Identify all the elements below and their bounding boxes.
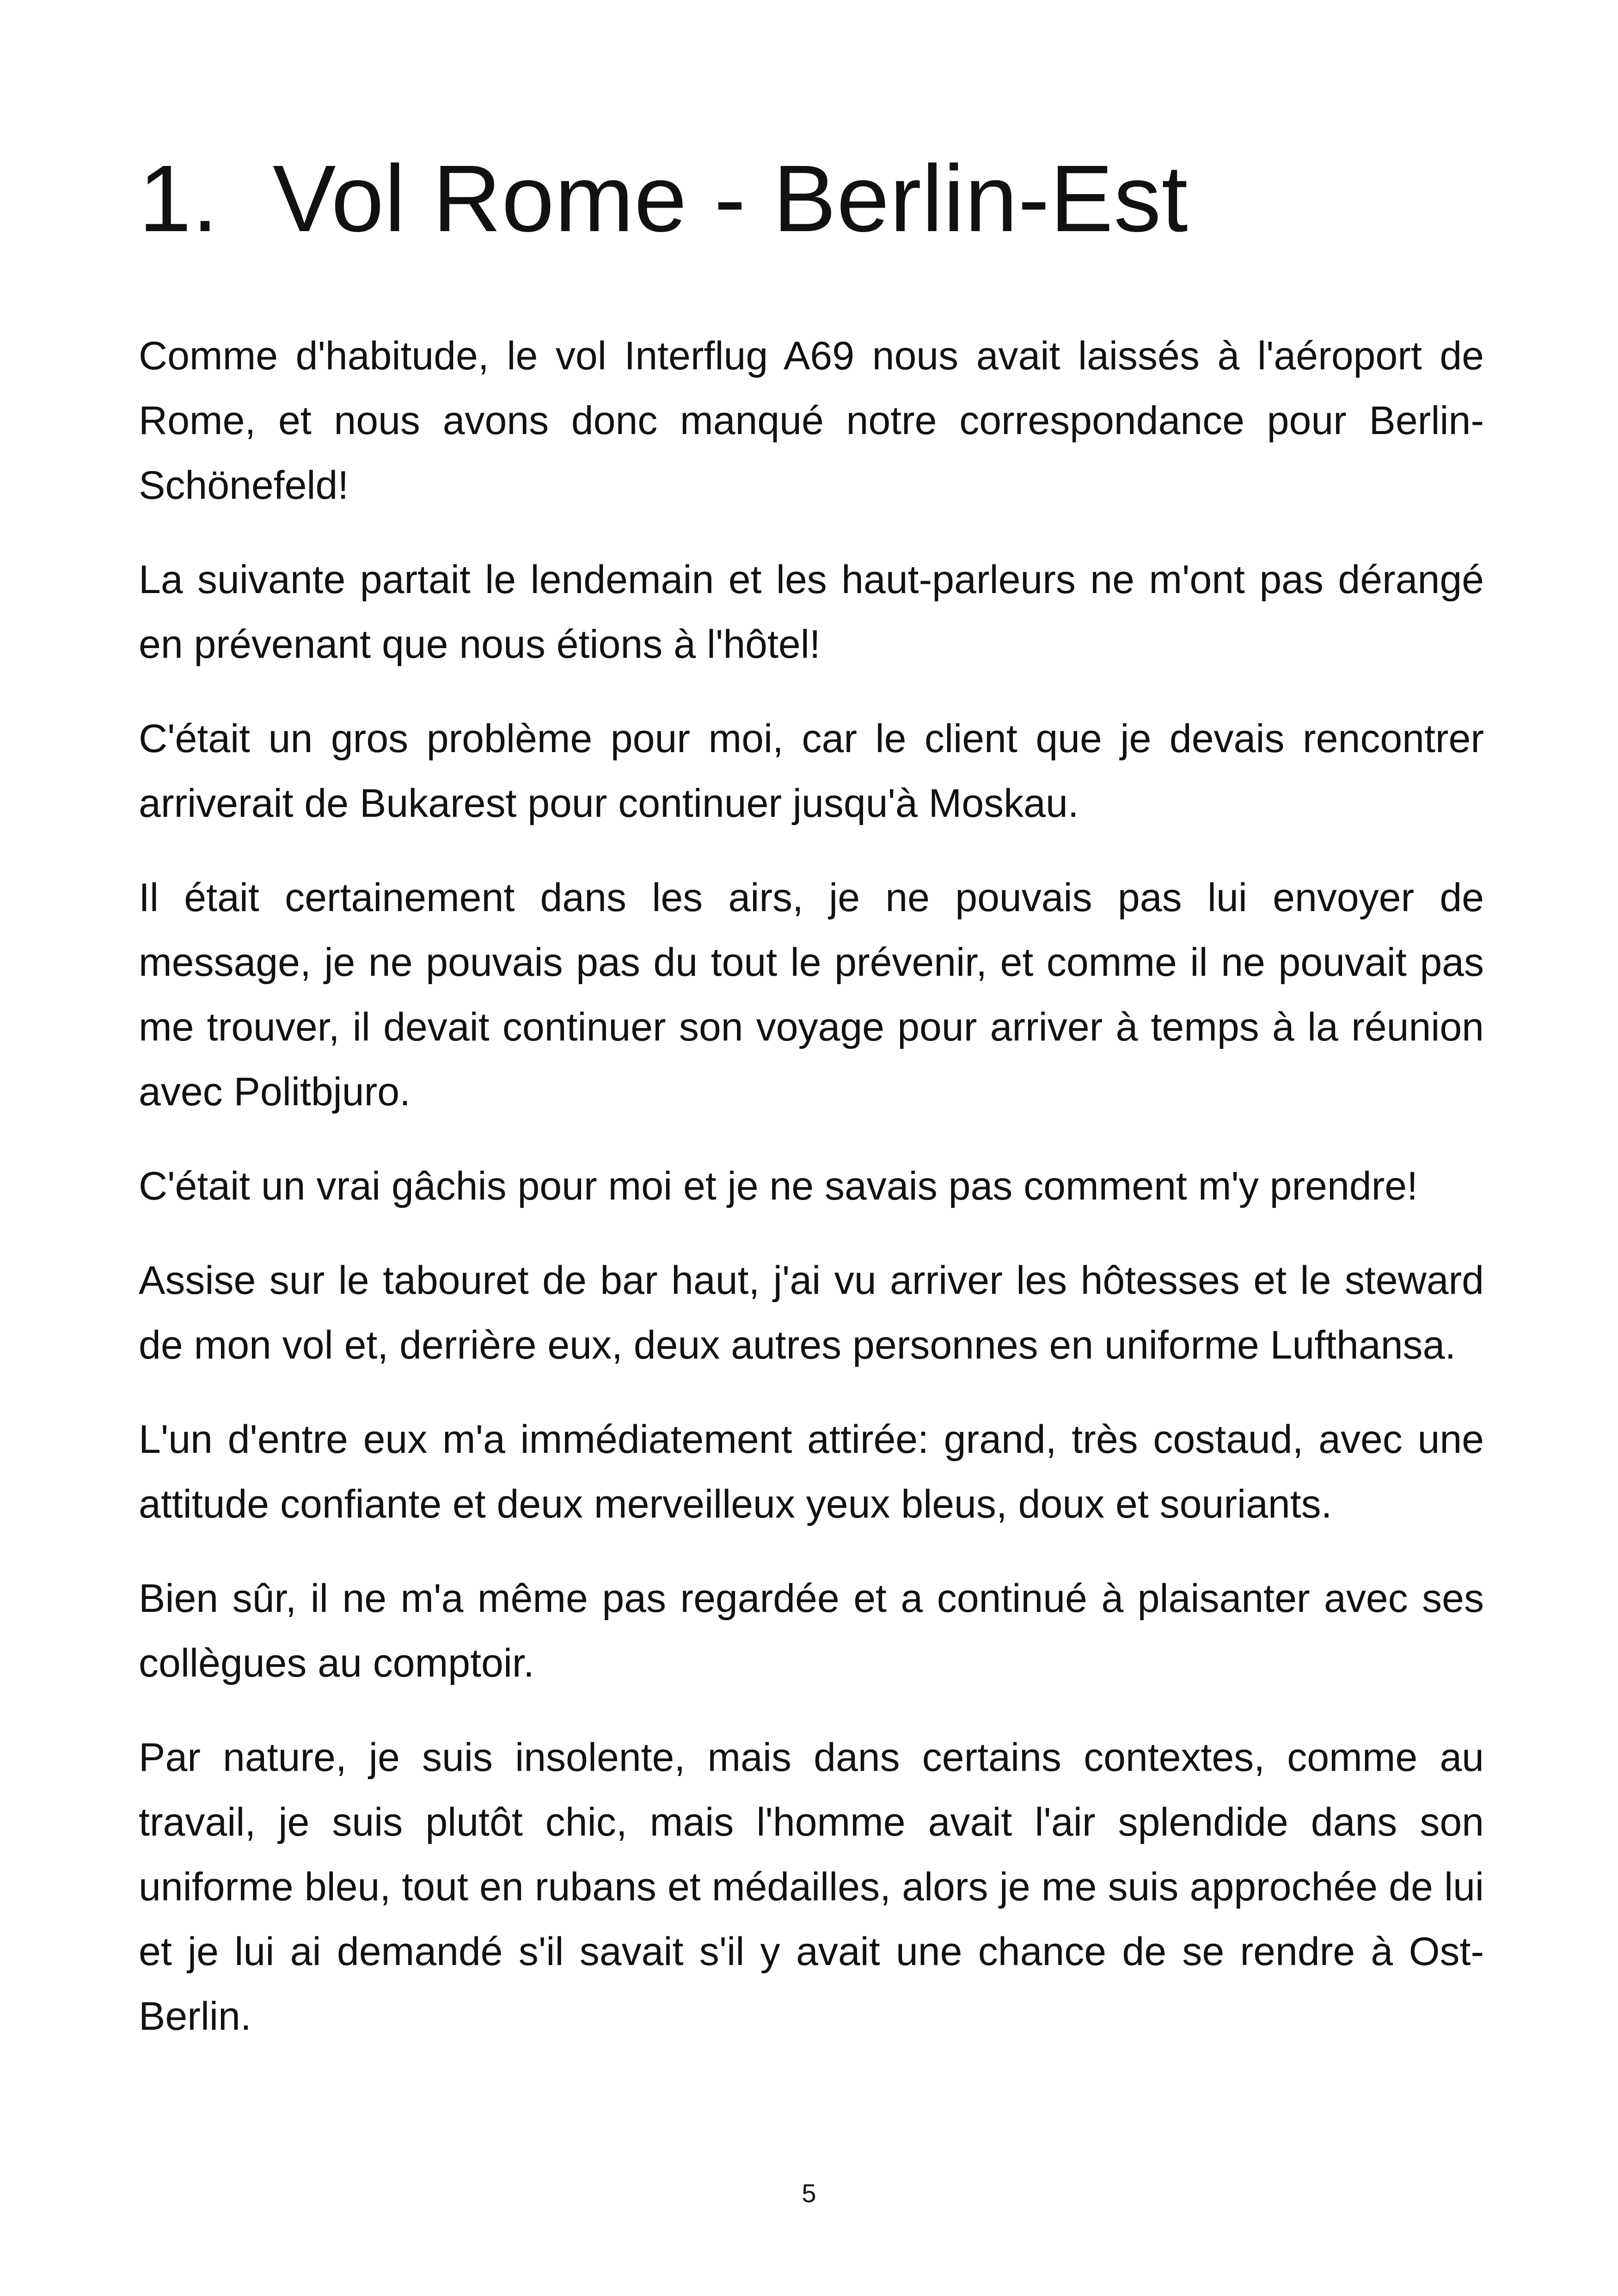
paragraph-9: Par nature, je suis insolente, mais dans certains contextes, comme au travail, je suis plutôt chic, mais l'homme avait l'air splendide dans son uniforme bleu, tout en rubans et médailles, alors je me suis approchée de lui et je lui ai demandé s'il savait s'il y avait une chance de se rendre à Ost-Berlin.: [139, 1735, 1484, 2039]
paragraph-1: Comme d'habitude, le vol Interflug A69 nous avait laissés à l'aéroport de Rome, et nous avons donc manqué notre correspondance pour Berlin-Schönefeld!: [139, 334, 1484, 508]
chapter-heading: [139, 139, 1479, 259]
paragraph-2: La suivante partait le lendemain et les haut-parleurs ne m'ont pas dérangé en prévenant que nous étions à l'hôtel!: [139, 557, 1484, 667]
paragraph-6: Assise sur le tabouret de bar haut, j'ai vu arriver les hôtesses et le steward de mon vol et, derrière eux, deux autres personnes en uniforme Lufthansa.: [139, 1258, 1484, 1367]
paragraph-3: C'était un gros problème pour moi, car le client que je devais rencontrer arriverait de Bukarest pour continuer jusqu'à Moskau.: [139, 716, 1484, 826]
body-text: [139, 324, 1484, 2078]
paragraph-8: Bien sûr, il ne m'a même pas regardée et a continué à plaisanter avec ses collègues au comptoir.: [139, 1576, 1484, 1685]
paragraph-4: Il était certainement dans les airs, je ne pouvais pas lui envoyer de message, je ne pouvais pas du tout le prévenir, et comme il ne pouvait pas me trouver, il devait continuer son voyage pour arriver à temps à la réunion avec Politbjuro.: [139, 876, 1484, 1114]
paragraph-5: C'était un vrai gâchis pour moi et je ne savais pas comment m'y prendre!: [139, 1164, 1418, 1208]
page-number: 5: [802, 2179, 816, 2208]
chapter-number: 1.: [139, 146, 219, 251]
chapter-title: Vol Rome - Berlin-Est: [273, 146, 1189, 251]
paragraph-7: L'un d'entre eux m'a immédiatement attirée: grand, très costaud, avec une attitude confiante et deux merveilleux yeux bleus, doux et souriants.: [139, 1417, 1484, 1526]
